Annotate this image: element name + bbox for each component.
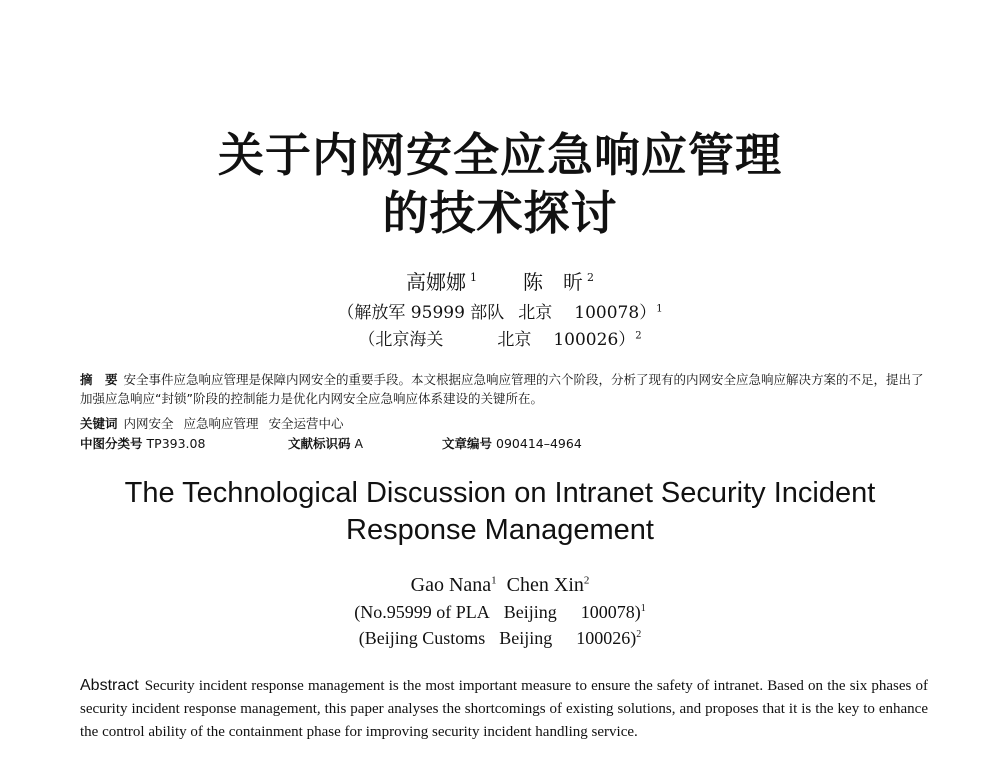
affiliation-zip: 100026） [553,330,636,350]
clc-label: 中图分类号 [80,436,143,451]
abstract-label: 摘 要 [80,372,118,387]
author-name: Chen Xin [506,574,584,596]
affiliation-mark: 1 [656,303,663,315]
author-name: Gao Nana [410,574,492,596]
author-mark: 2 [583,574,590,587]
affiliation-mark: 2 [635,330,642,342]
keyword: 安全运营中心 [268,416,344,431]
author-mark: 1 [470,271,477,285]
chinese-title-line-1: 关于内网安全应急响应管理 [218,128,782,182]
english-title-line-1: The Technological Discussion on Intranet Security Incident [124,477,876,509]
affiliation-unit: （北京海关 [358,330,444,350]
english-abstract [80,674,928,744]
affiliation-city: 北京 [497,330,532,350]
abstract-text: 安全事件应急响应管理是保障内网安全的重要手段。本文根据应急响应管理的六个阶段，分析了现有的内网安全应急响应解决方案的不足，提出了加强应急响应“封锁”阶段的控制能力是优化内网安全应急响应体系建设的关键所在。 [80,372,924,406]
abstract-label: Abstract [80,677,139,694]
article-number-block [442,434,582,452]
affiliation-unit: (No.95999 of PLA [354,602,490,622]
keywords-label: 关键词 [80,416,118,431]
author-mark: 2 [587,271,594,285]
chinese-authors [0,266,1000,295]
chinese-affiliation-2 [0,325,1000,350]
article-number-value: 090414–4964 [496,436,582,451]
affiliation-mark: 2 [636,629,642,640]
article-number-label: 文章编号 [442,436,493,451]
keyword: 应急响应管理 [183,416,259,431]
doc-code-value: A [354,436,364,451]
doc-code-label: 文献标识码 [288,436,351,451]
chinese-abstract [80,370,928,408]
keyword: 内网安全 [123,416,174,431]
english-title-line-2: Response Management [346,514,654,546]
author-name: 高娜娜 [406,270,466,294]
author-name: 陈 昕 [523,270,583,294]
affiliation-city: 北京 [518,303,553,323]
english-authors [0,574,1000,597]
abstract-text: Security incident response management is the most important measure to ensure the safety of intranet. Based on the six phases of security incident response management, this paper analyses the shortcomings of existing solutions, and proposes that it is the key to enhance the control ability of the containment phase for improving security incident handling service. [80,678,928,740]
affiliation-mark: 1 [640,603,646,614]
affiliation-unit: （解放军 95999 部队 [337,303,505,323]
affiliation-unit: (Beijing Customs [358,628,486,648]
chinese-affiliation-1 [0,298,1000,323]
chinese-keywords [80,414,354,432]
affiliation-city: Beijing [503,602,557,622]
clc-block [80,436,205,451]
english-affiliation-1 [0,602,1000,623]
doc-code-block [288,434,363,452]
classification-line [80,434,920,452]
clc-value: TP393.08 [146,436,206,451]
affiliation-zip: 100078） [574,303,657,323]
affiliation-city: Beijing [499,628,553,648]
affiliation-zip: 100026) [576,628,637,648]
author-mark: 1 [491,574,497,587]
affiliation-zip: 100078) [580,602,641,622]
chinese-title-line-2: 的技术探讨 [382,186,618,240]
author-2 [523,266,594,295]
english-affiliation-2 [0,628,1000,649]
author-1 [406,266,477,295]
